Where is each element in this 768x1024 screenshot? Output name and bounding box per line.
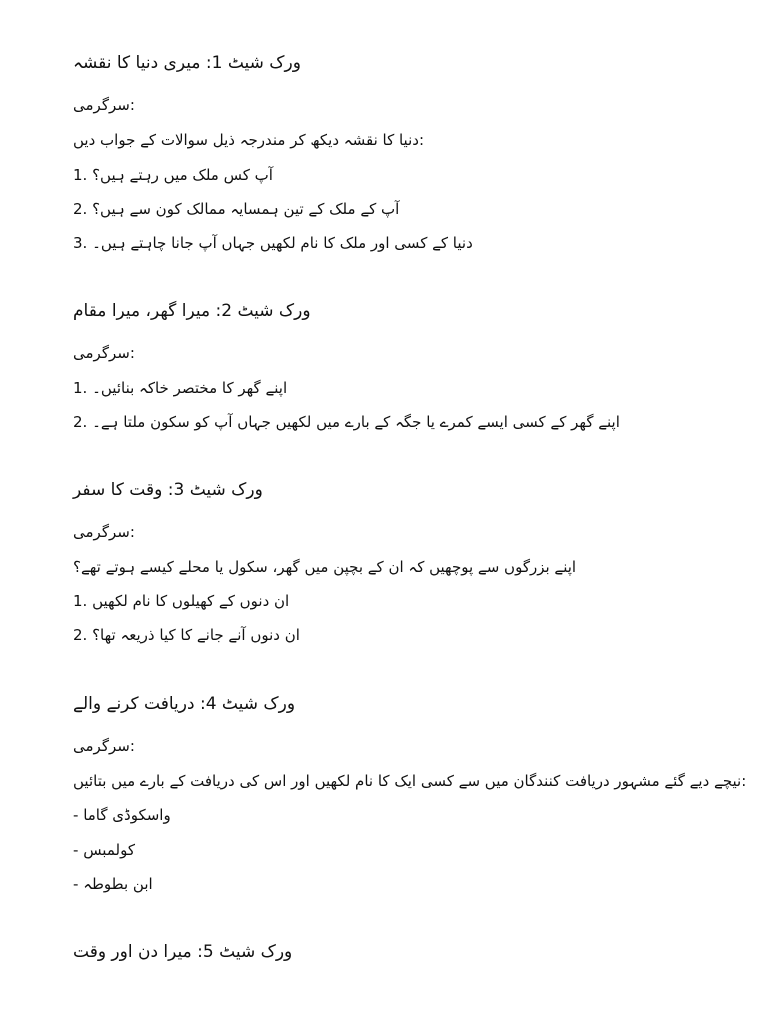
worksheet-3-line-2: 1. ان دنوں کے کھیلوں کا نام لکھیں bbox=[73, 592, 290, 610]
worksheet-1-line-3: 2. آپ کے ملک کے تین ہمسایہ ممالک کون سے ہیں؟ bbox=[73, 200, 400, 218]
worksheet-4-line-1: نیچے دیے گئے مشہور دریافت کنندگان میں سے کسی ایک کا نام لکھیں اور اس کی دریافت کے بارے میں بتائیں: bbox=[73, 772, 747, 790]
worksheet-3-activity-label: سرگرمی: bbox=[73, 523, 135, 541]
worksheet-2-line-1: 1. اپنے گھر کا مختصر خاکہ بنائیں۔ bbox=[73, 379, 288, 397]
worksheet-1-line-4: 3. دنیا کے کسی اور ملک کا نام لکھیں جہاں آپ جانا چاہتے ہیں۔ bbox=[73, 234, 473, 252]
worksheet-4-title: ورک شیٹ 4: دریافت کرنے والے bbox=[73, 694, 296, 714]
worksheet-4-activity-label: سرگرمی: bbox=[73, 737, 135, 755]
worksheet-2-activity-label: سرگرمی: bbox=[73, 344, 135, 362]
worksheet-2-line-2: 2. اپنے گھر کے کسی ایسے کمرے یا جگہ کے بارے میں لکھیں جہاں آپ کو سکون ملتا ہے۔ bbox=[73, 413, 620, 431]
worksheet-1-activity-label: سرگرمی: bbox=[73, 96, 135, 114]
worksheet-5-title: ورک شیٹ 5: میرا دن اور وقت bbox=[73, 942, 293, 962]
worksheet-3-title: ورک شیٹ 3: وقت کا سفر bbox=[73, 480, 263, 500]
worksheet-4-line-4: - ابن بطوطہ bbox=[73, 875, 153, 893]
worksheet-1-line-2: 1. آپ کس ملک میں رہتے ہیں؟ bbox=[73, 166, 273, 184]
worksheet-4-line-2: - واسکوڈی گاما bbox=[73, 806, 171, 824]
worksheet-4-line-3: - کولمبس bbox=[73, 841, 135, 859]
worksheet-3-line-1: اپنے بزرگوں سے پوچھیں کہ ان کے بچپن میں گھر، سکول یا محلے کیسے ہوتے تھے؟ bbox=[73, 558, 577, 576]
worksheet-1-title: ورک شیٹ 1: میری دنیا کا نقشہ bbox=[73, 53, 301, 73]
worksheet-2-title: ورک شیٹ 2: میرا گھر، میرا مقام bbox=[73, 301, 311, 321]
worksheet-1-line-1: دنیا کا نقشہ دیکھ کر مندرجہ ذیل سوالات کے جواب دیں: bbox=[73, 131, 424, 149]
worksheet-3-line-3: 2. ان دنوں آنے جانے کا کیا ذریعہ تھا؟ bbox=[73, 626, 300, 644]
